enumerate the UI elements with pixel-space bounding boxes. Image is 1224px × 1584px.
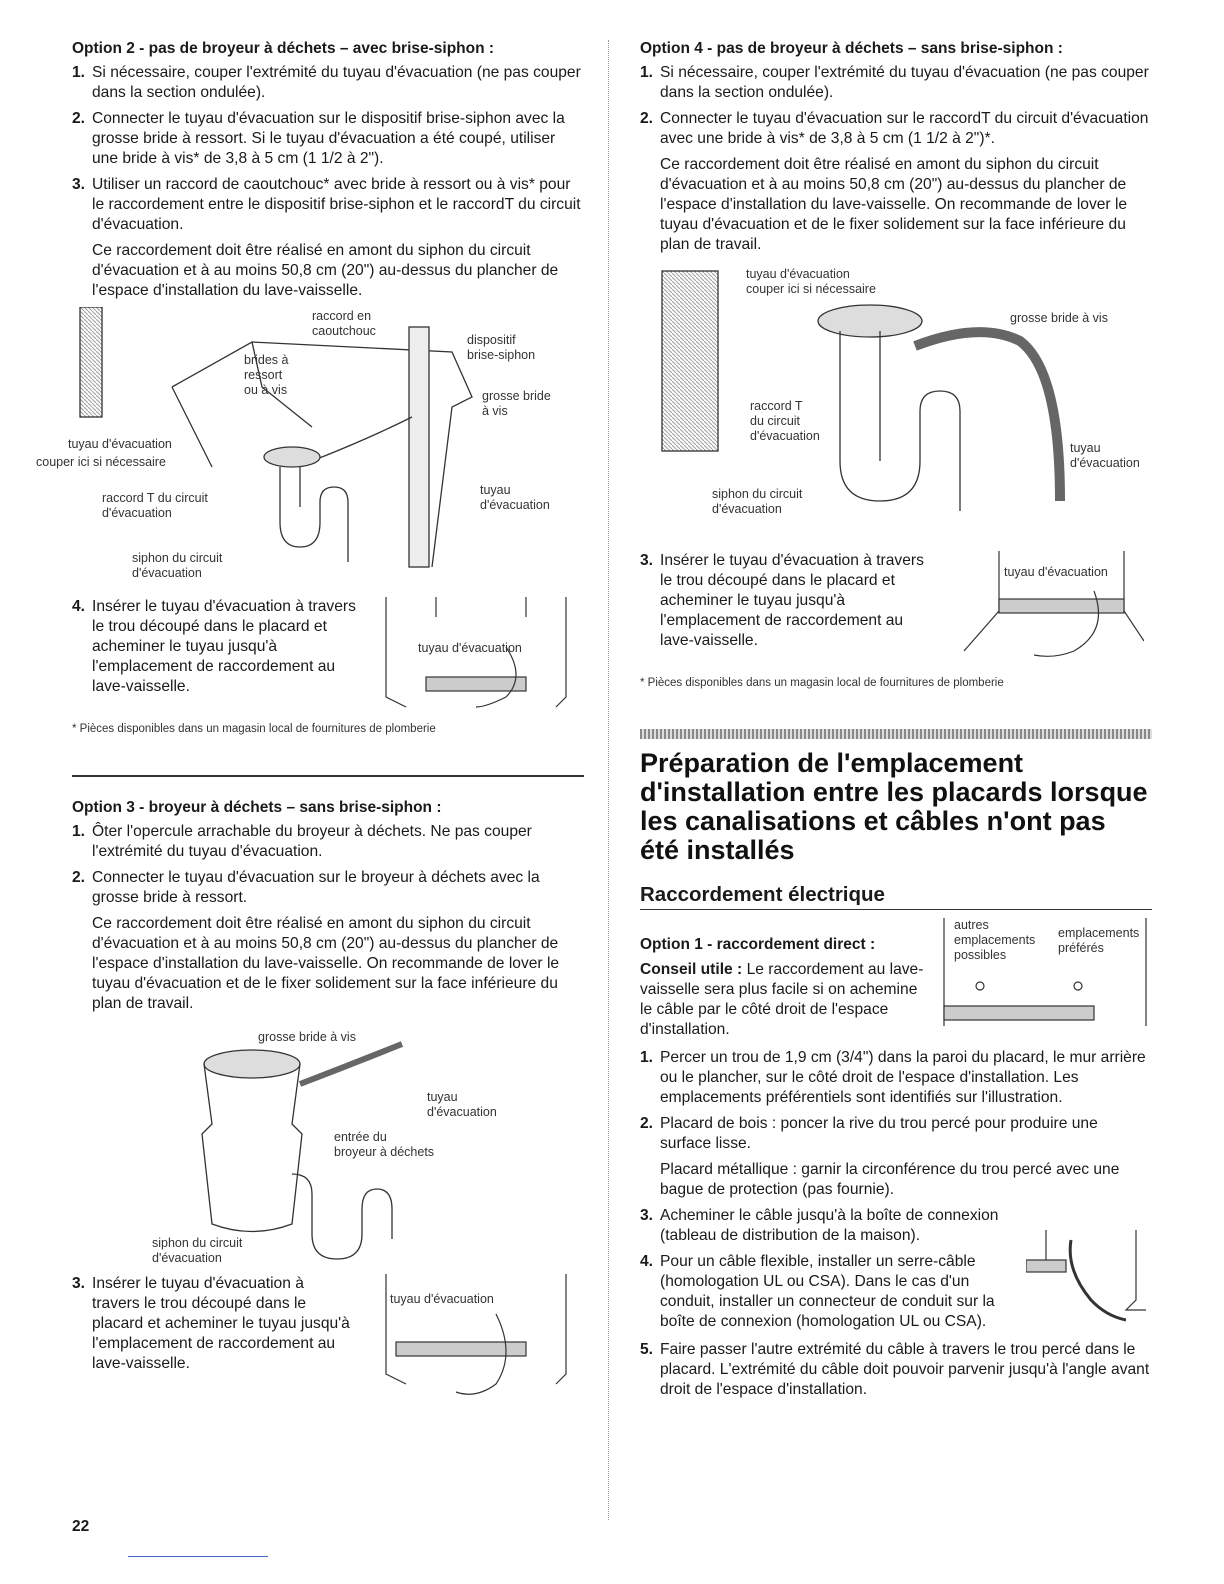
option1-title: Option 1 - raccordement direct : bbox=[640, 936, 876, 953]
cable-illustration bbox=[1026, 1230, 1146, 1340]
page-title: Préparation de l'emplacement d'installation entre les placards lorsque les canalisations et câbles n'ont pas été installés bbox=[640, 748, 1148, 865]
option2-paragraph: Ce raccordement doit être réalisé en amont du siphon du circuit d'évacuation et à au moins 50,8 cm (20") au-dessus du plancher de l'espace d'installation du lave-vaisselle. bbox=[92, 242, 559, 299]
label-autres-emplacements: autres emplacements possibles bbox=[954, 918, 1036, 962]
option3-step3-row bbox=[72, 1274, 584, 1404]
step-text: Connecter le tuyau d'évacuation sur le raccordT du circuit d'évacuation avec une bride à vis* de 3,8 à 5 cm (1 1/2 à 2")*. bbox=[660, 110, 1149, 147]
section-subtitle: Raccordement électrique bbox=[640, 883, 1152, 910]
option3-illustration bbox=[72, 1024, 584, 1274]
label-brides: brides à ressort ou à vis bbox=[244, 353, 289, 397]
step-text: Insérer le tuyau d'évacuation à travers le trou découpé dans le placard et acheminer le tuyau jusqu'à l'emplacement de raccordement au lave-vaisselle. bbox=[92, 598, 356, 695]
prep-paragraph: Placard métallique : garnir la circonférence du trou percé avec une bague de protection (pas fournie). bbox=[660, 1161, 1120, 1198]
step3-diagram bbox=[376, 1274, 576, 1404]
option1-row bbox=[640, 918, 1152, 1040]
option2-steps bbox=[72, 63, 584, 235]
page-number: 22 bbox=[72, 1518, 90, 1535]
left-column bbox=[36, 40, 584, 1404]
list-item bbox=[72, 822, 584, 862]
option4-diagram bbox=[640, 261, 1152, 551]
step-number: 1. bbox=[640, 1049, 654, 1066]
step-text: Acheminer le câble jusqu'à la boîte de connexion (tableau de distribution de la maison). bbox=[660, 1207, 999, 1244]
prep-steps-3-4-row bbox=[640, 1206, 1152, 1340]
list-item bbox=[640, 1206, 1020, 1246]
option4-steps bbox=[640, 63, 1152, 149]
list-item bbox=[72, 1274, 352, 1374]
label-dispositif: dispositif brise-siphon bbox=[467, 333, 536, 362]
label-entree-broyeur: entrée du broyeur à déchets bbox=[334, 1130, 435, 1159]
prep-steps bbox=[640, 1048, 1152, 1154]
list-item bbox=[640, 63, 1152, 103]
list-item bbox=[640, 109, 1152, 149]
step-text: Insérer le tuyau d'évacuation à travers le trou découpé dans le placard et acheminer le tuyau jusqu'à l'emplacement de raccordement au lave-vaisselle. bbox=[660, 552, 924, 649]
footnote: * Pièces disponibles dans un magasin local de fournitures de plomberie bbox=[72, 723, 436, 735]
column-divider bbox=[608, 40, 609, 1520]
conseil-text: Le raccordement au lave-vaisselle sera plus facile si on achemine le câble par le côté droit de l'espace d'installation. bbox=[640, 961, 924, 1038]
option4-paragraph: Ce raccordement doit être réalisé en amont du siphon du circuit d'évacuation et à au moins 50,8 cm (20") au-dessus du plancher de l'espace d'installation du lave-vaisselle. On recommande de lover le tuyau d'évacuation et de le fixer solidement sur la face inférieure du plan de travail. bbox=[660, 156, 1128, 253]
step-number: 2. bbox=[640, 1115, 654, 1132]
list-item bbox=[72, 109, 584, 169]
list-item bbox=[72, 597, 372, 697]
label-raccord: raccord en caoutchouc bbox=[312, 309, 376, 338]
label-siphon: siphon du circuit d'évacuation bbox=[152, 1236, 243, 1265]
list-item bbox=[640, 1252, 1020, 1332]
label-tuyau-evacuation: tuyau d'évacuation bbox=[1004, 565, 1108, 579]
step-number: 2. bbox=[72, 110, 86, 127]
option3-title: Option 3 - broyeur à déchets – sans brise-siphon : bbox=[72, 799, 442, 816]
label-siphon: siphon du circuit d'évacuation bbox=[132, 551, 223, 580]
option3-diagram bbox=[72, 1024, 584, 1274]
list-item bbox=[640, 551, 940, 651]
right-column bbox=[640, 40, 1152, 1406]
step-number: 3. bbox=[72, 176, 86, 193]
list-item bbox=[72, 63, 584, 103]
step-number: 2. bbox=[72, 869, 86, 886]
conseil-label: Conseil utile : bbox=[640, 961, 743, 978]
list-item bbox=[640, 1048, 1152, 1108]
label-tuyau-couper: tuyau d'évacuation couper ici si nécessaire bbox=[746, 267, 876, 296]
step-number: 2. bbox=[640, 110, 654, 127]
step-number: 3. bbox=[72, 1275, 86, 1292]
step-text: Si nécessaire, couper l'extrémité du tuyau d'évacuation (ne pas couper dans la section ondulée). bbox=[660, 64, 1149, 101]
option3-paragraph: Ce raccordement doit être réalisé en amont du siphon du circuit d'évacuation et à au moins 50,8 cm (20") au-dessus du plancher de l'espace d'installation du lave-vaisselle. On recommande de lover le tuyau d'évacuation et de le fixer solidement sur la face inférieure du plan de travail. bbox=[92, 915, 560, 1012]
step-text: Connecter le tuyau d'évacuation sur le dispositif brise-siphon avec la grosse bride à ressort. Si le tuyau d'évacuation a été coupé, utiliser une bride à vis* de 3,8 à 5 cm (1 1/2 à 2"). bbox=[92, 110, 565, 167]
step-text: Faire passer l'autre extrémité du câble à travers le trou percé dans le placard. L'extrémité du câble doit pouvoir parvenir jusqu'à l'angle avant droit de l'espace d'installation. bbox=[660, 1341, 1150, 1398]
option2-diagram bbox=[36, 307, 584, 597]
step-number: 1. bbox=[72, 64, 86, 81]
prep-steps-3-4 bbox=[640, 1206, 1020, 1338]
step-text: Connecter le tuyau d'évacuation sur le broyeur à déchets avec la grosse bride à ressort. bbox=[92, 869, 540, 906]
label-tuyau: tuyau d'évacuation bbox=[427, 1090, 497, 1119]
step4-diagram bbox=[376, 597, 576, 717]
option3-steps bbox=[72, 822, 584, 908]
list-item bbox=[640, 1340, 1152, 1400]
cable-diagram bbox=[1026, 1230, 1146, 1340]
label-raccord-t: raccord T du circuit d'évacuation bbox=[102, 491, 208, 520]
label-grosse-bride: grosse bride à vis bbox=[1010, 311, 1108, 325]
label-grosse-bride: grosse bride à vis bbox=[482, 389, 551, 418]
step-number: 3. bbox=[640, 552, 654, 569]
option4-title: Option 4 - pas de broyeur à déchets – sans brise-siphon : bbox=[640, 40, 1063, 57]
step-text: Si nécessaire, couper l'extrémité du tuyau d'évacuation (ne pas couper dans la section ondulée). bbox=[92, 64, 581, 101]
step4-illustration bbox=[376, 597, 576, 717]
label-tuyau-evacuation: tuyau d'évacuation bbox=[390, 1292, 494, 1306]
step-number: 1. bbox=[72, 823, 86, 840]
list-item bbox=[640, 1114, 1152, 1154]
label-raccord-t: raccord T du circuit d'évacuation bbox=[750, 399, 820, 443]
step-text: Placard de bois : poncer la rive du trou percé pour produire une surface lisse. bbox=[660, 1115, 1098, 1152]
step-text: Ôter l'opercule arrachable du broyeur à déchets. Ne pas couper l'extrémité du tuyau d'évacuation. bbox=[92, 823, 532, 860]
step-text: Pour un câble flexible, installer un serre-câble (homologation UL ou CSA). Dans le cas d'un conduit, installer un connecteur de conduit sur la boîte de connexion (homologation UL ou CSA). bbox=[660, 1253, 995, 1330]
label-tuyau: tuyau d'évacuation bbox=[1070, 441, 1140, 470]
option2-step4-row bbox=[72, 597, 584, 717]
option1-diagram bbox=[940, 918, 1150, 1028]
step-text: Percer un trou de 1,9 cm (3/4") dans la paroi du placard, le mur arrière ou le plancher, sur le côté droit de l'espace d'installation. Les emplacements préférentiels sont identifiés sur l'illustration. bbox=[660, 1049, 1146, 1106]
section-separator bbox=[72, 775, 584, 777]
label-emplacements-preferes: emplacements préférés bbox=[1058, 926, 1140, 955]
option1-text bbox=[640, 918, 930, 1040]
step-text: Utiliser un raccord de caoutchouc* avec bride à ressort ou à vis* pour le raccordement entre le dispositif brise-siphon et le raccordT du circuit d'évacuation. bbox=[92, 176, 581, 233]
step-number: 1. bbox=[640, 64, 654, 81]
label-grosse-bride: grosse bride à vis bbox=[258, 1030, 356, 1044]
label-couper: couper ici si nécessaire bbox=[36, 455, 166, 469]
list-item bbox=[72, 175, 584, 235]
option4-step3-diagram bbox=[944, 551, 1144, 671]
label-tuyau-evacuation: tuyau d'évacuation bbox=[68, 437, 172, 451]
footnote: * Pièces disponibles dans un magasin local de fournitures de plomberie bbox=[640, 677, 1004, 689]
label-siphon: siphon du circuit d'évacuation bbox=[712, 487, 803, 516]
list-item bbox=[72, 868, 584, 908]
step-number: 4. bbox=[72, 598, 86, 615]
step-number: 5. bbox=[640, 1341, 654, 1358]
label-tuyau: tuyau d'évacuation bbox=[480, 483, 550, 512]
label-tuyau-evacuation: tuyau d'évacuation bbox=[418, 641, 522, 655]
footer-rule bbox=[128, 1556, 268, 1557]
step-text: Insérer le tuyau d'évacuation à travers le trou découpé dans le placard et acheminer le tuyau jusqu'à l'emplacement de raccordement au lave-vaisselle. bbox=[92, 1275, 350, 1372]
option2-title: Option 2 - pas de broyeur à déchets – avec brise-siphon : bbox=[72, 40, 495, 57]
option4-step3-row bbox=[640, 551, 1152, 671]
section-banner bbox=[640, 729, 1152, 739]
conseil-utile bbox=[640, 960, 930, 1040]
step-number: 4. bbox=[640, 1253, 654, 1270]
step-number: 3. bbox=[640, 1207, 654, 1224]
